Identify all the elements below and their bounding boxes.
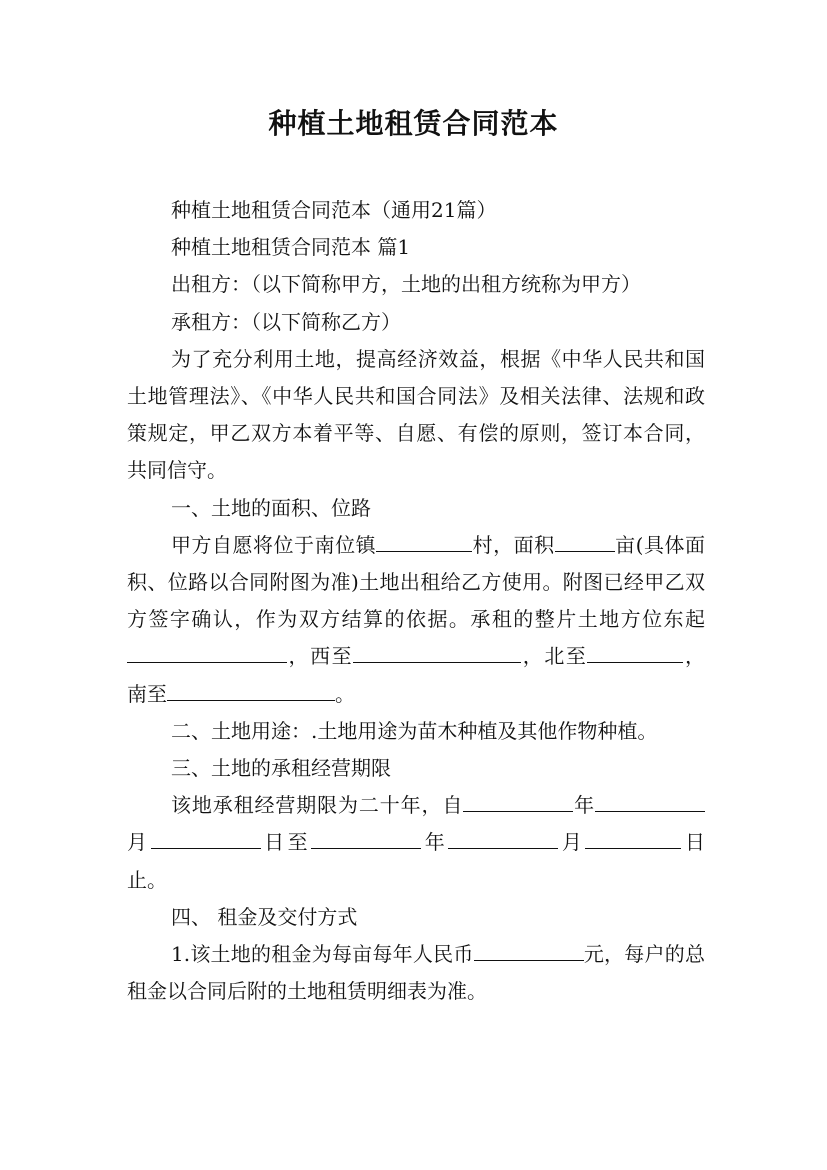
east-blank [127, 642, 287, 663]
subtitle-paragraph: 种植土地租赁合同范本（通用21篇） [171, 198, 497, 222]
north-blank [587, 642, 683, 663]
rent-paragraph: 1.该土地的租金为每亩每年人民币 元，每户的总租金以合同后附的土地租赁明细表为准。 [127, 942, 705, 1004]
document-body [127, 192, 705, 1010]
end-day-blank [585, 828, 681, 849]
clause-heading-4: 四、 租金及交付方式 [171, 904, 358, 929]
end-year-blank [311, 828, 421, 849]
document-title: 种植土地租赁合同范本 [268, 107, 559, 140]
clause-heading-2: 二、土地用途：.土地用途为苗木种植及其他作物种植。 [171, 718, 658, 743]
end-month-blank [448, 828, 558, 849]
preamble-paragraph: 为了充分利用土地，提高经济效益，根据《中华人民共和国土地管理法》、《中华人民共和国合同法》及相关法律、法规和政策规定，甲乙双方本着平等、自愿、有偿的原则，签订本合同，共同信守。 [127, 346, 705, 483]
village-blank [376, 531, 472, 552]
south-blank [167, 680, 335, 701]
start-day-blank [151, 828, 261, 849]
lessor-line: 出租方：（以下简称甲方，土地的出租方统称为甲方） [171, 272, 641, 297]
clause-heading-1: 一、土地的面积、位路 [171, 495, 371, 520]
section-heading: 种植土地租赁合同范本 篇1 [171, 235, 411, 260]
start-month-blank [595, 791, 705, 812]
term-paragraph: 该地承租经营期限为二十年，自 年月 日至 年 月 日止。 [127, 793, 706, 892]
west-blank [353, 642, 521, 663]
area-blank [555, 531, 615, 552]
start-year-blank [463, 791, 573, 812]
lessee-line: 承租方：（以下简称乙方） [171, 309, 401, 334]
clause-heading-3: 三、土地的承租经营期限 [171, 756, 391, 781]
rent-amount-blank [474, 940, 584, 961]
land-area-paragraph: 甲方自愿将位于南位镇 村，面积 亩(具体面积、位路以合同附图为准)土地出租给乙方使用。附图已经甲乙双方签字确认，作为双方结算的依据。承租的整片土地方位东起，西至 ，北至 ，南至 。 [127, 532, 706, 706]
